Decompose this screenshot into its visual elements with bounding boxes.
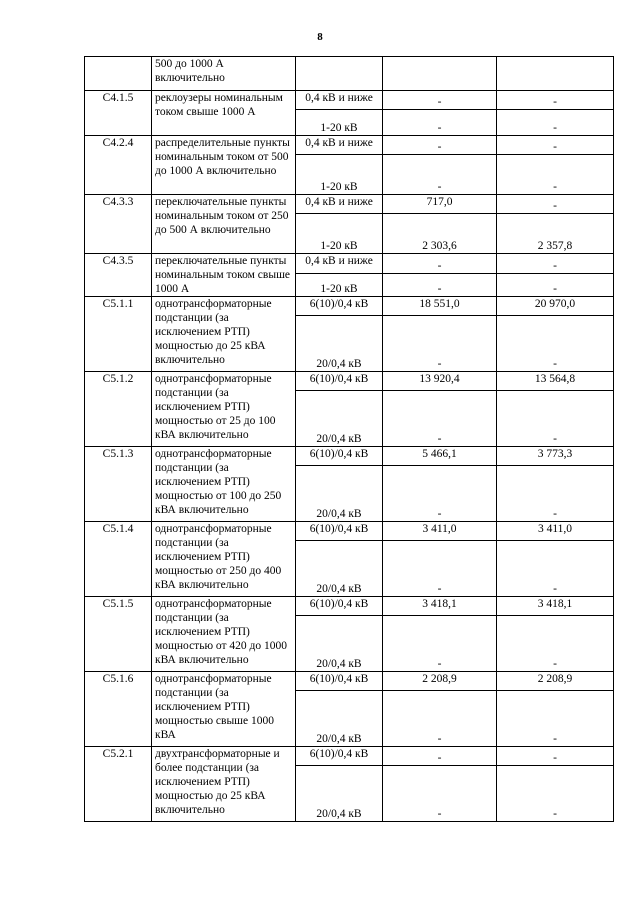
row-description: однотрансформаторные подстанции (за исключением РТП) мощностью от 250 до 400 кВА включительно [152,522,296,597]
table-row [85,447,614,466]
value-cell: - [497,747,614,766]
voltage-cell: 20/0,4 кВ [296,391,383,447]
value-cell: 3 418,1 [497,597,614,616]
row-description: однотрансформаторные подстанции (за исключением РТП) мощностью от 25 до 100 кВА включительно [152,372,296,447]
row-description: 500 до 1000 А включительно [152,57,296,91]
row-code: С5.1.5 [85,597,152,672]
row-description: переключательные пункты номинальным током свыше 1000 А [152,254,296,297]
value-cell [497,57,614,91]
row-code-cell [85,57,152,91]
row-description: однотрансформаторные подстанции (за исключением РТП) мощностью от 100 до 250 кВА включительно [152,447,296,522]
value-cell: 2 208,9 [383,672,497,691]
row-description: однотрансформаторные подстанции (за исключением РТП) мощностью свыше 1000 кВА [152,672,296,747]
value-cell: - [497,691,614,747]
value-cell: - [497,155,614,195]
value-cell: 2 303,6 [383,214,497,254]
value-cell [383,57,497,91]
value-cell: 3 411,0 [383,522,497,541]
value-cell: - [383,466,497,522]
voltage-cell: 1-20 кВ [296,274,383,297]
table-row [85,91,614,110]
value-cell: - [383,274,497,297]
row-description: переключательные пункты номинальным током от 250 до 500 А включительно [152,195,296,254]
voltage-cell: 1-20 кВ [296,155,383,195]
value-cell: - [383,91,497,110]
value-cell: 2 357,8 [497,214,614,254]
row-code: С5.1.6 [85,672,152,747]
voltage-cell: 6(10)/0,4 кВ [296,747,383,766]
row-description: однотрансформаторные подстанции (за исключением РТП) мощностью до 25 кВА включительно [152,297,296,372]
value-cell: - [497,391,614,447]
table-row [85,522,614,541]
value-cell: - [383,691,497,747]
value-cell: - [383,541,497,597]
value-cell: - [497,110,614,136]
voltage-cell: 1-20 кВ [296,110,383,136]
value-cell: - [497,195,614,214]
value-cell: - [497,541,614,597]
voltage-cell: 20/0,4 кВ [296,691,383,747]
value-cell: 20 970,0 [497,297,614,316]
value-cell: - [497,766,614,822]
row-code: С4.2.4 [85,136,152,195]
value-cell: 13 564,8 [497,372,614,391]
value-cell: 717,0 [383,195,497,214]
voltage-cell: 0,4 кВ и ниже [296,136,383,155]
voltage-cell [296,57,383,91]
voltage-cell: 20/0,4 кВ [296,466,383,522]
value-cell: 3 411,0 [497,522,614,541]
value-cell: 2 208,9 [497,672,614,691]
value-cell: 18 551,0 [383,297,497,316]
voltage-cell: 0,4 кВ и ниже [296,195,383,214]
voltage-cell: 6(10)/0,4 кВ [296,672,383,691]
row-code: С4.3.3 [85,195,152,254]
table-row [85,372,614,391]
row-description: реклоузеры номинальным током свыше 1000 А [152,91,296,136]
voltage-cell: 6(10)/0,4 кВ [296,447,383,466]
value-cell: - [383,391,497,447]
table-row [85,597,614,616]
value-cell: - [497,616,614,672]
value-cell: - [383,155,497,195]
voltage-cell: 0,4 кВ и ниже [296,91,383,110]
voltage-cell: 6(10)/0,4 кВ [296,597,383,616]
value-cell: - [497,91,614,110]
voltage-cell: 6(10)/0,4 кВ [296,522,383,541]
value-cell: - [383,110,497,136]
value-cell: - [383,254,497,274]
table-row [85,672,614,691]
row-code: С5.1.4 [85,522,152,597]
voltage-cell: 20/0,4 кВ [296,316,383,372]
row-code: С4.3.5 [85,254,152,297]
row-code: С5.1.1 [85,297,152,372]
voltage-cell: 20/0,4 кВ [296,541,383,597]
voltage-cell: 0,4 кВ и ниже [296,254,383,274]
voltage-cell: 20/0,4 кВ [296,766,383,822]
row-code: С5.2.1 [85,747,152,822]
value-cell: - [383,316,497,372]
value-cell: - [383,136,497,155]
value-cell: 3 773,3 [497,447,614,466]
row-description: однотрансформаторные подстанции (за исключением РТП) мощностью от 420 до 1000 кВА включительно [152,597,296,672]
value-cell: - [383,616,497,672]
table-row [85,195,614,214]
value-cell: - [383,747,497,766]
table-row [85,297,614,316]
value-cell: 3 418,1 [383,597,497,616]
row-code: С4.1.5 [85,91,152,136]
value-cell: 13 920,4 [383,372,497,391]
voltage-cell: 20/0,4 кВ [296,616,383,672]
table-row [85,136,614,155]
value-cell: - [497,136,614,155]
table-row [85,57,614,91]
table-row [85,254,614,274]
value-cell: - [383,766,497,822]
row-code: С5.1.3 [85,447,152,522]
tariff-table [84,56,614,822]
value-cell: - [497,254,614,274]
row-description: распределительные пункты номинальным током от 500 до 1000 А включительно [152,136,296,195]
table-row [85,747,614,766]
value-cell: - [497,274,614,297]
page-number: 8 [317,31,323,43]
value-cell: - [497,316,614,372]
row-description: двухтрансформаторные и более подстанции (за исключением РТП) мощностью до 25 кВА включительно [152,747,296,822]
voltage-cell: 1-20 кВ [296,214,383,254]
voltage-cell: 6(10)/0,4 кВ [296,372,383,391]
value-cell: - [497,466,614,522]
row-code: С5.1.2 [85,372,152,447]
value-cell: 5 466,1 [383,447,497,466]
voltage-cell: 6(10)/0,4 кВ [296,297,383,316]
